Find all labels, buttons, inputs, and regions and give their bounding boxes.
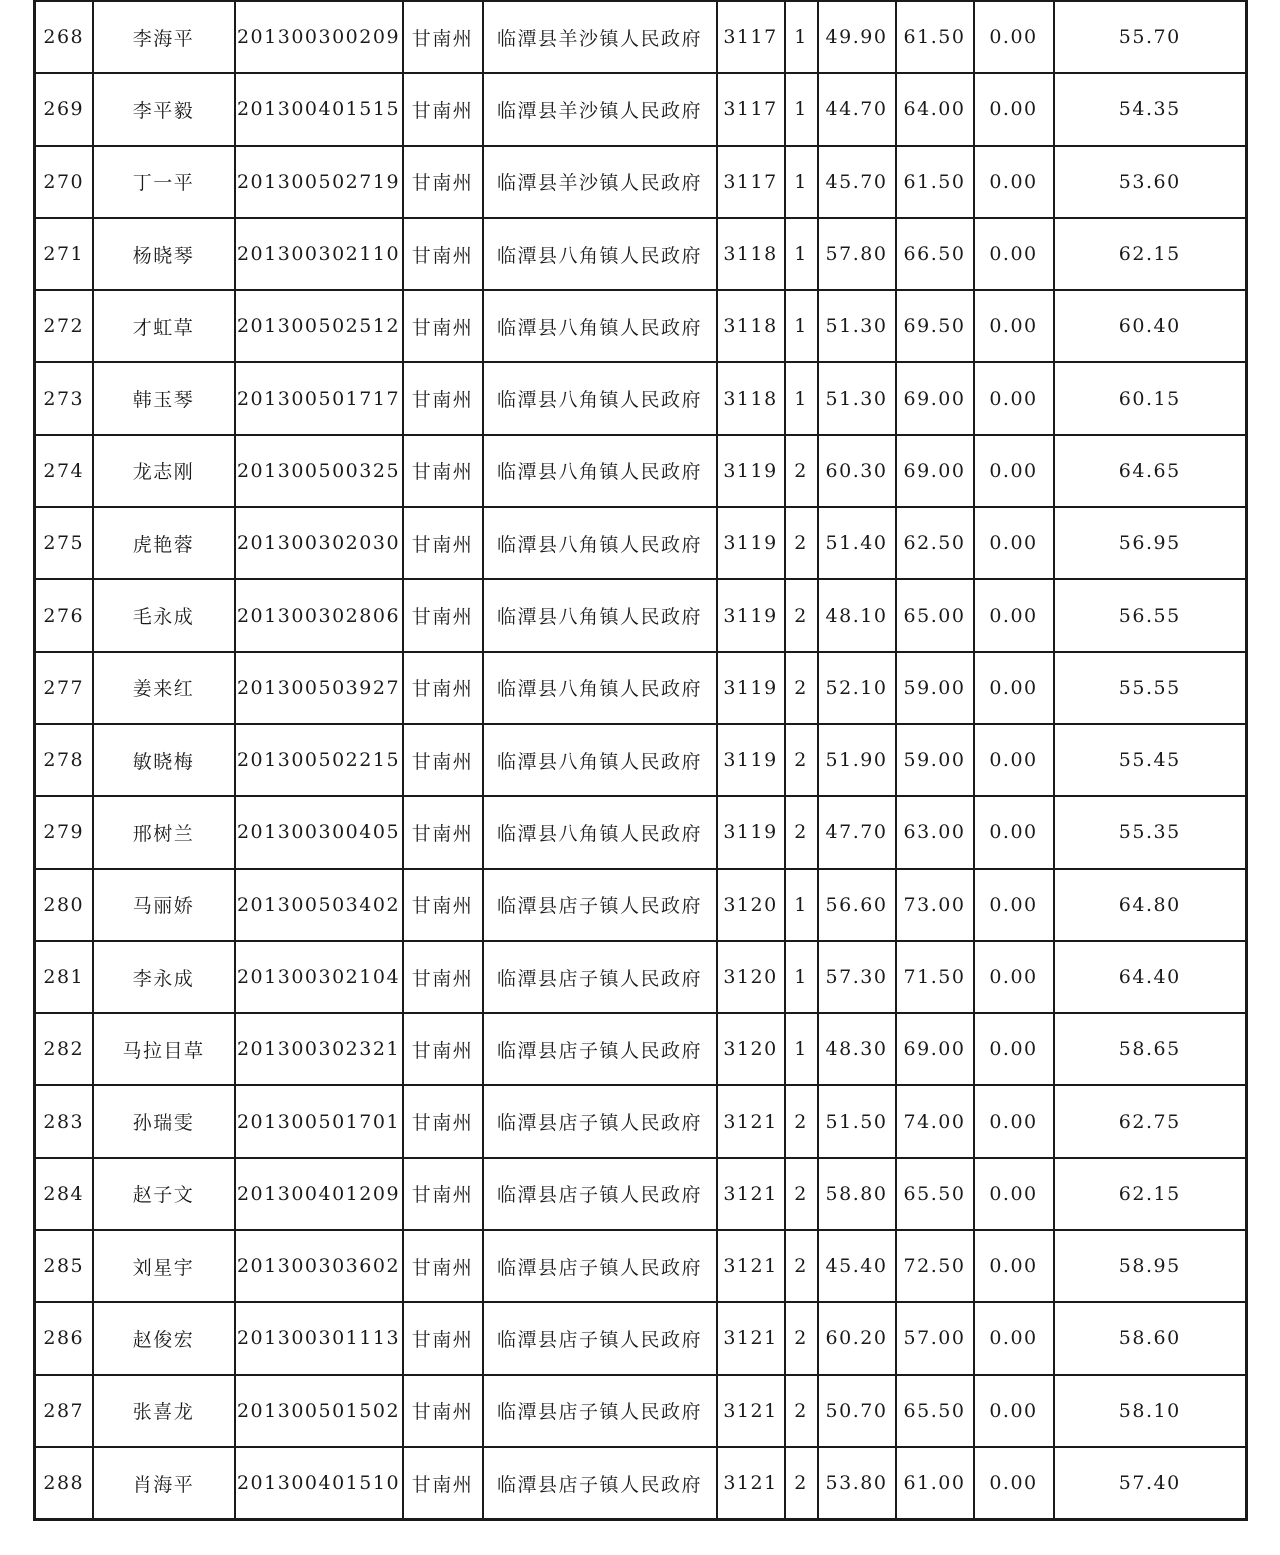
total-score-cell: 55.35 bbox=[1054, 796, 1247, 868]
bonus-score-cell: 0.00 bbox=[974, 73, 1054, 145]
employer-cell: 临潭县八角镇人民政府 bbox=[483, 435, 717, 507]
region-cell: 甘南州 bbox=[403, 1375, 483, 1447]
region-cell: 甘南州 bbox=[403, 435, 483, 507]
table-row bbox=[35, 1302, 1247, 1374]
total-score-cell: 60.40 bbox=[1054, 290, 1247, 362]
ticket-number-cell: 201300303602 bbox=[235, 1230, 403, 1302]
written-score-cell: 57.80 bbox=[818, 218, 896, 290]
ticket-number-cell: 201300401510 bbox=[235, 1447, 403, 1520]
region-cell: 甘南州 bbox=[403, 724, 483, 796]
table-row bbox=[35, 796, 1247, 868]
employer-cell: 临潭县店子镇人民政府 bbox=[483, 1302, 717, 1374]
quota-cell: 2 bbox=[785, 579, 818, 651]
post-code-cell: 3118 bbox=[717, 218, 785, 290]
seq-cell: 278 bbox=[35, 724, 93, 796]
quota-cell: 1 bbox=[785, 941, 818, 1013]
employer-cell: 临潭县店子镇人民政府 bbox=[483, 1447, 717, 1520]
quota-cell: 1 bbox=[785, 1013, 818, 1085]
seq-cell: 284 bbox=[35, 1158, 93, 1230]
name-cell: 敏晓梅 bbox=[93, 724, 235, 796]
total-score-cell: 56.95 bbox=[1054, 507, 1247, 579]
seq-cell: 273 bbox=[35, 362, 93, 434]
post-code-cell: 3119 bbox=[717, 435, 785, 507]
quota-cell: 2 bbox=[785, 1447, 818, 1520]
bonus-score-cell: 0.00 bbox=[974, 1013, 1054, 1085]
interview-score-cell: 74.00 bbox=[896, 1085, 974, 1157]
post-code-cell: 3121 bbox=[717, 1085, 785, 1157]
written-score-cell: 60.20 bbox=[818, 1302, 896, 1374]
written-score-cell: 51.40 bbox=[818, 507, 896, 579]
total-score-cell: 54.35 bbox=[1054, 73, 1247, 145]
total-score-cell: 62.15 bbox=[1054, 1158, 1247, 1230]
seq-cell: 287 bbox=[35, 1375, 93, 1447]
employer-cell: 临潭县羊沙镇人民政府 bbox=[483, 1, 717, 73]
table-row bbox=[35, 1, 1247, 73]
post-code-cell: 3119 bbox=[717, 652, 785, 724]
bonus-score-cell: 0.00 bbox=[974, 1, 1054, 73]
interview-score-cell: 59.00 bbox=[896, 724, 974, 796]
quota-cell: 1 bbox=[785, 73, 818, 145]
written-score-cell: 51.50 bbox=[818, 1085, 896, 1157]
bonus-score-cell: 0.00 bbox=[974, 362, 1054, 434]
name-cell: 才虹草 bbox=[93, 290, 235, 362]
seq-cell: 272 bbox=[35, 290, 93, 362]
table-row bbox=[35, 507, 1247, 579]
interview-score-cell: 71.50 bbox=[896, 941, 974, 1013]
seq-cell: 271 bbox=[35, 218, 93, 290]
total-score-cell: 62.15 bbox=[1054, 218, 1247, 290]
total-score-cell: 64.80 bbox=[1054, 869, 1247, 941]
written-score-cell: 48.30 bbox=[818, 1013, 896, 1085]
post-code-cell: 3120 bbox=[717, 869, 785, 941]
bonus-score-cell: 0.00 bbox=[974, 1375, 1054, 1447]
employer-cell: 临潭县八角镇人民政府 bbox=[483, 796, 717, 868]
region-cell: 甘南州 bbox=[403, 796, 483, 868]
seq-cell: 268 bbox=[35, 1, 93, 73]
total-score-cell: 57.40 bbox=[1054, 1447, 1247, 1520]
name-cell: 赵俊宏 bbox=[93, 1302, 235, 1374]
table-row bbox=[35, 1375, 1247, 1447]
bonus-score-cell: 0.00 bbox=[974, 579, 1054, 651]
post-code-cell: 3119 bbox=[717, 507, 785, 579]
seq-cell: 281 bbox=[35, 941, 93, 1013]
quota-cell: 2 bbox=[785, 1302, 818, 1374]
employer-cell: 临潭县店子镇人民政府 bbox=[483, 869, 717, 941]
seq-cell: 269 bbox=[35, 73, 93, 145]
name-cell: 韩玉琴 bbox=[93, 362, 235, 434]
bonus-score-cell: 0.00 bbox=[974, 507, 1054, 579]
name-cell: 孙瑞雯 bbox=[93, 1085, 235, 1157]
interview-score-cell: 61.50 bbox=[896, 1, 974, 73]
post-code-cell: 3121 bbox=[717, 1447, 785, 1520]
employer-cell: 临潭县八角镇人民政府 bbox=[483, 724, 717, 796]
seq-cell: 282 bbox=[35, 1013, 93, 1085]
ticket-number-cell: 201300300209 bbox=[235, 1, 403, 73]
name-cell: 虎艳蓉 bbox=[93, 507, 235, 579]
table-row bbox=[35, 1013, 1247, 1085]
table-row bbox=[35, 146, 1247, 218]
interview-score-cell: 66.50 bbox=[896, 218, 974, 290]
name-cell: 李平毅 bbox=[93, 73, 235, 145]
bonus-score-cell: 0.00 bbox=[974, 941, 1054, 1013]
employer-cell: 临潭县八角镇人民政府 bbox=[483, 218, 717, 290]
seq-cell: 274 bbox=[35, 435, 93, 507]
interview-score-cell: 62.50 bbox=[896, 507, 974, 579]
written-score-cell: 51.90 bbox=[818, 724, 896, 796]
name-cell: 姜来红 bbox=[93, 652, 235, 724]
name-cell: 龙志刚 bbox=[93, 435, 235, 507]
table-row bbox=[35, 724, 1247, 796]
post-code-cell: 3118 bbox=[717, 290, 785, 362]
region-cell: 甘南州 bbox=[403, 1447, 483, 1520]
region-cell: 甘南州 bbox=[403, 941, 483, 1013]
bonus-score-cell: 0.00 bbox=[974, 1447, 1054, 1520]
quota-cell: 2 bbox=[785, 1085, 818, 1157]
name-cell: 刘星宇 bbox=[93, 1230, 235, 1302]
name-cell: 李海平 bbox=[93, 1, 235, 73]
seq-cell: 283 bbox=[35, 1085, 93, 1157]
written-score-cell: 56.60 bbox=[818, 869, 896, 941]
table-row bbox=[35, 1447, 1247, 1520]
ticket-number-cell: 201300503402 bbox=[235, 869, 403, 941]
region-cell: 甘南州 bbox=[403, 869, 483, 941]
region-cell: 甘南州 bbox=[403, 507, 483, 579]
ticket-number-cell: 201300502512 bbox=[235, 290, 403, 362]
post-code-cell: 3118 bbox=[717, 362, 785, 434]
total-score-cell: 58.65 bbox=[1054, 1013, 1247, 1085]
region-cell: 甘南州 bbox=[403, 652, 483, 724]
seq-cell: 276 bbox=[35, 579, 93, 651]
name-cell: 杨晓琴 bbox=[93, 218, 235, 290]
total-score-cell: 58.10 bbox=[1054, 1375, 1247, 1447]
interview-score-cell: 57.00 bbox=[896, 1302, 974, 1374]
table-row bbox=[35, 290, 1247, 362]
written-score-cell: 48.10 bbox=[818, 579, 896, 651]
bonus-score-cell: 0.00 bbox=[974, 652, 1054, 724]
region-cell: 甘南州 bbox=[403, 146, 483, 218]
interview-score-cell: 65.50 bbox=[896, 1158, 974, 1230]
post-code-cell: 3121 bbox=[717, 1375, 785, 1447]
bonus-score-cell: 0.00 bbox=[974, 1158, 1054, 1230]
employer-cell: 临潭县羊沙镇人民政府 bbox=[483, 73, 717, 145]
total-score-cell: 58.60 bbox=[1054, 1302, 1247, 1374]
post-code-cell: 3117 bbox=[717, 73, 785, 145]
table-row bbox=[35, 1158, 1247, 1230]
quota-cell: 1 bbox=[785, 146, 818, 218]
written-score-cell: 52.10 bbox=[818, 652, 896, 724]
ticket-number-cell: 201300302110 bbox=[235, 218, 403, 290]
total-score-cell: 64.65 bbox=[1054, 435, 1247, 507]
name-cell: 丁一平 bbox=[93, 146, 235, 218]
employer-cell: 临潭县八角镇人民政府 bbox=[483, 507, 717, 579]
region-cell: 甘南州 bbox=[403, 1302, 483, 1374]
interview-score-cell: 72.50 bbox=[896, 1230, 974, 1302]
employer-cell: 临潭县店子镇人民政府 bbox=[483, 1375, 717, 1447]
post-code-cell: 3117 bbox=[717, 146, 785, 218]
bonus-score-cell: 0.00 bbox=[974, 146, 1054, 218]
employer-cell: 临潭县店子镇人民政府 bbox=[483, 1085, 717, 1157]
employer-cell: 临潭县八角镇人民政府 bbox=[483, 579, 717, 651]
table-row bbox=[35, 362, 1247, 434]
name-cell: 马拉目草 bbox=[93, 1013, 235, 1085]
quota-cell: 2 bbox=[785, 435, 818, 507]
name-cell: 张喜龙 bbox=[93, 1375, 235, 1447]
ticket-number-cell: 201300501717 bbox=[235, 362, 403, 434]
quota-cell: 1 bbox=[785, 290, 818, 362]
ticket-number-cell: 201300401209 bbox=[235, 1158, 403, 1230]
written-score-cell: 44.70 bbox=[818, 73, 896, 145]
employer-cell: 临潭县店子镇人民政府 bbox=[483, 941, 717, 1013]
quota-cell: 2 bbox=[785, 507, 818, 579]
name-cell: 赵子文 bbox=[93, 1158, 235, 1230]
ticket-number-cell: 201300302321 bbox=[235, 1013, 403, 1085]
interview-score-cell: 73.00 bbox=[896, 869, 974, 941]
interview-score-cell: 69.00 bbox=[896, 435, 974, 507]
employer-cell: 临潭县八角镇人民政府 bbox=[483, 362, 717, 434]
quota-cell: 1 bbox=[785, 218, 818, 290]
quota-cell: 2 bbox=[785, 796, 818, 868]
ticket-number-cell: 201300503927 bbox=[235, 652, 403, 724]
seq-cell: 275 bbox=[35, 507, 93, 579]
total-score-cell: 60.15 bbox=[1054, 362, 1247, 434]
employer-cell: 临潭县店子镇人民政府 bbox=[483, 1158, 717, 1230]
interview-score-cell: 64.00 bbox=[896, 73, 974, 145]
post-code-cell: 3119 bbox=[717, 796, 785, 868]
quota-cell: 1 bbox=[785, 869, 818, 941]
interview-score-cell: 63.00 bbox=[896, 796, 974, 868]
written-score-cell: 45.40 bbox=[818, 1230, 896, 1302]
region-cell: 甘南州 bbox=[403, 579, 483, 651]
ticket-number-cell: 201300300405 bbox=[235, 796, 403, 868]
bonus-score-cell: 0.00 bbox=[974, 1230, 1054, 1302]
ticket-number-cell: 201300502215 bbox=[235, 724, 403, 796]
quota-cell: 2 bbox=[785, 1375, 818, 1447]
total-score-cell: 55.55 bbox=[1054, 652, 1247, 724]
written-score-cell: 45.70 bbox=[818, 146, 896, 218]
quota-cell: 2 bbox=[785, 1230, 818, 1302]
ticket-number-cell: 201300302806 bbox=[235, 579, 403, 651]
ticket-number-cell: 201300500325 bbox=[235, 435, 403, 507]
name-cell: 毛永成 bbox=[93, 579, 235, 651]
seq-cell: 286 bbox=[35, 1302, 93, 1374]
written-score-cell: 49.90 bbox=[818, 1, 896, 73]
document-page bbox=[33, 0, 1245, 1521]
post-code-cell: 3119 bbox=[717, 724, 785, 796]
interview-score-cell: 59.00 bbox=[896, 652, 974, 724]
total-score-cell: 55.70 bbox=[1054, 1, 1247, 73]
written-score-cell: 53.80 bbox=[818, 1447, 896, 1520]
written-score-cell: 57.30 bbox=[818, 941, 896, 1013]
written-score-cell: 51.30 bbox=[818, 362, 896, 434]
seq-cell: 285 bbox=[35, 1230, 93, 1302]
post-code-cell: 3121 bbox=[717, 1158, 785, 1230]
interview-score-cell: 61.50 bbox=[896, 146, 974, 218]
post-code-cell: 3121 bbox=[717, 1230, 785, 1302]
score-table bbox=[33, 0, 1248, 1521]
total-score-cell: 64.40 bbox=[1054, 941, 1247, 1013]
bonus-score-cell: 0.00 bbox=[974, 869, 1054, 941]
bonus-score-cell: 0.00 bbox=[974, 435, 1054, 507]
quota-cell: 2 bbox=[785, 1158, 818, 1230]
table-row bbox=[35, 1230, 1247, 1302]
bonus-score-cell: 0.00 bbox=[974, 796, 1054, 868]
post-code-cell: 3119 bbox=[717, 579, 785, 651]
seq-cell: 279 bbox=[35, 796, 93, 868]
quota-cell: 1 bbox=[785, 362, 818, 434]
region-cell: 甘南州 bbox=[403, 1085, 483, 1157]
table-row bbox=[35, 652, 1247, 724]
interview-score-cell: 65.00 bbox=[896, 579, 974, 651]
name-cell: 李永成 bbox=[93, 941, 235, 1013]
seq-cell: 277 bbox=[35, 652, 93, 724]
name-cell: 肖海平 bbox=[93, 1447, 235, 1520]
total-score-cell: 62.75 bbox=[1054, 1085, 1247, 1157]
written-score-cell: 51.30 bbox=[818, 290, 896, 362]
bonus-score-cell: 0.00 bbox=[974, 1302, 1054, 1374]
interview-score-cell: 61.00 bbox=[896, 1447, 974, 1520]
total-score-cell: 58.95 bbox=[1054, 1230, 1247, 1302]
quota-cell: 2 bbox=[785, 724, 818, 796]
written-score-cell: 47.70 bbox=[818, 796, 896, 868]
employer-cell: 临潭县羊沙镇人民政府 bbox=[483, 146, 717, 218]
seq-cell: 288 bbox=[35, 1447, 93, 1520]
table-row bbox=[35, 869, 1247, 941]
employer-cell: 临潭县店子镇人民政府 bbox=[483, 1230, 717, 1302]
total-score-cell: 55.45 bbox=[1054, 724, 1247, 796]
region-cell: 甘南州 bbox=[403, 1230, 483, 1302]
employer-cell: 临潭县八角镇人民政府 bbox=[483, 290, 717, 362]
region-cell: 甘南州 bbox=[403, 218, 483, 290]
total-score-cell: 53.60 bbox=[1054, 146, 1247, 218]
interview-score-cell: 65.50 bbox=[896, 1375, 974, 1447]
ticket-number-cell: 201300302030 bbox=[235, 507, 403, 579]
total-score-cell: 56.55 bbox=[1054, 579, 1247, 651]
ticket-number-cell: 201300501701 bbox=[235, 1085, 403, 1157]
quota-cell: 1 bbox=[785, 1, 818, 73]
quota-cell: 2 bbox=[785, 652, 818, 724]
name-cell: 马丽娇 bbox=[93, 869, 235, 941]
region-cell: 甘南州 bbox=[403, 1, 483, 73]
interview-score-cell: 69.00 bbox=[896, 1013, 974, 1085]
ticket-number-cell: 201300501502 bbox=[235, 1375, 403, 1447]
table-row bbox=[35, 435, 1247, 507]
written-score-cell: 50.70 bbox=[818, 1375, 896, 1447]
table-body bbox=[35, 1, 1247, 1520]
post-code-cell: 3120 bbox=[717, 1013, 785, 1085]
employer-cell: 临潭县八角镇人民政府 bbox=[483, 652, 717, 724]
seq-cell: 270 bbox=[35, 146, 93, 218]
written-score-cell: 58.80 bbox=[818, 1158, 896, 1230]
name-cell: 邢树兰 bbox=[93, 796, 235, 868]
interview-score-cell: 69.50 bbox=[896, 290, 974, 362]
region-cell: 甘南州 bbox=[403, 362, 483, 434]
ticket-number-cell: 201300401515 bbox=[235, 73, 403, 145]
table-row bbox=[35, 73, 1247, 145]
post-code-cell: 3121 bbox=[717, 1302, 785, 1374]
region-cell: 甘南州 bbox=[403, 1013, 483, 1085]
table-row bbox=[35, 218, 1247, 290]
bonus-score-cell: 0.00 bbox=[974, 290, 1054, 362]
bonus-score-cell: 0.00 bbox=[974, 1085, 1054, 1157]
region-cell: 甘南州 bbox=[403, 1158, 483, 1230]
seq-cell: 280 bbox=[35, 869, 93, 941]
bonus-score-cell: 0.00 bbox=[974, 218, 1054, 290]
region-cell: 甘南州 bbox=[403, 73, 483, 145]
written-score-cell: 60.30 bbox=[818, 435, 896, 507]
region-cell: 甘南州 bbox=[403, 290, 483, 362]
table-row bbox=[35, 579, 1247, 651]
ticket-number-cell: 201300302104 bbox=[235, 941, 403, 1013]
table-row bbox=[35, 941, 1247, 1013]
bonus-score-cell: 0.00 bbox=[974, 724, 1054, 796]
interview-score-cell: 69.00 bbox=[896, 362, 974, 434]
post-code-cell: 3117 bbox=[717, 1, 785, 73]
post-code-cell: 3120 bbox=[717, 941, 785, 1013]
ticket-number-cell: 201300502719 bbox=[235, 146, 403, 218]
table-row bbox=[35, 1085, 1247, 1157]
ticket-number-cell: 201300301113 bbox=[235, 1302, 403, 1374]
employer-cell: 临潭县店子镇人民政府 bbox=[483, 1013, 717, 1085]
